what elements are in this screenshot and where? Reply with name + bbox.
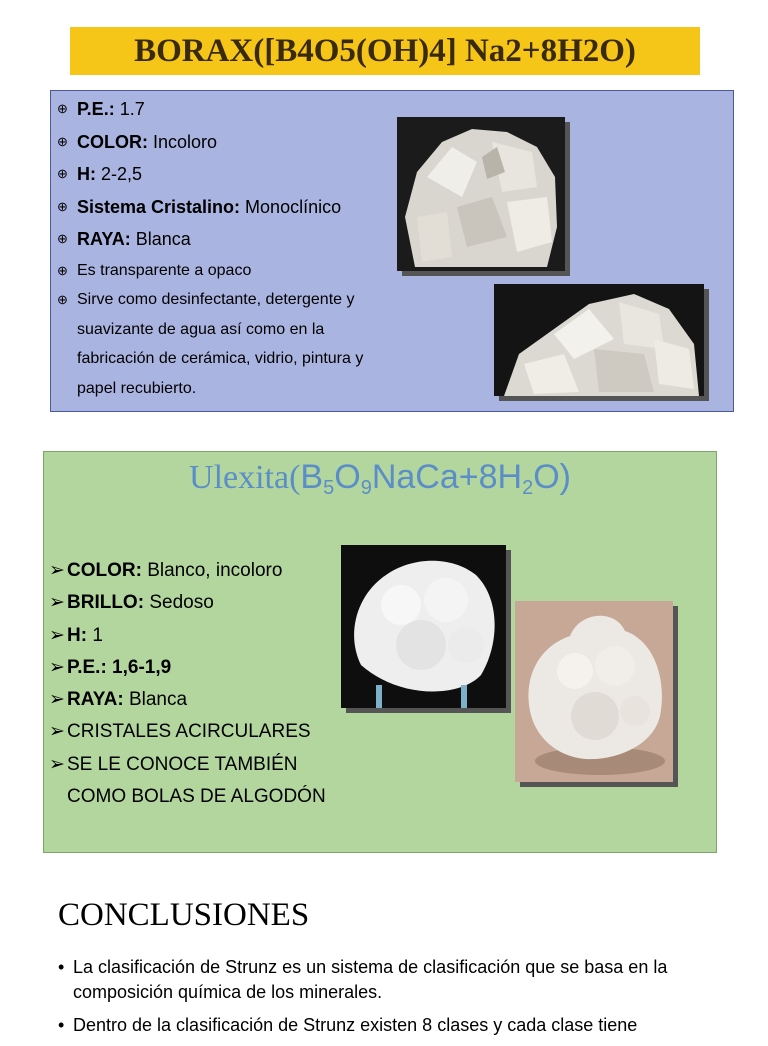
ulexita-photo-2 <box>515 601 673 782</box>
list-item: • Dentro de la clasificación de Strunz existen 8 clases y cada clase tiene <box>58 1013 748 1038</box>
borax-photo-1 <box>397 117 565 271</box>
circled-plus-icon: ⊕ <box>57 198 68 214</box>
circled-plus-icon: ⊕ <box>57 231 68 246</box>
ulexita-panel <box>43 451 717 853</box>
circled-plus-icon: ⊕ <box>57 101 68 116</box>
arrowhead-icon: ➢ <box>49 656 65 678</box>
list-item: ➢ P.E.: 1,6-1,9 <box>49 652 326 684</box>
list-item: ⊕ H: 2-2,5 <box>55 158 377 191</box>
list-item: ⊕ Sirve como desinfectante, detergente y suavizante de agua así como en la fabricación de cerámica, vidrio, pintura y papel recubierto. <box>55 285 377 403</box>
arrowhead-icon: ➢ <box>49 560 65 581</box>
arrowhead-icon: ➢ <box>49 624 65 646</box>
borax-panel <box>50 90 734 412</box>
list-item: ⊕ P.E.: 1.7 <box>55 93 377 126</box>
list-item: ➢ RAYA: Blanca <box>49 684 326 716</box>
list-item: ⊕ RAYA: Blanca <box>55 223 377 256</box>
conclusiones-list <box>58 955 748 1046</box>
arrowhead-icon: ➢ <box>49 753 65 775</box>
conclusiones-title: CONCLUSIONES <box>58 897 310 933</box>
arrowhead-icon: ➢ <box>49 689 65 711</box>
list-item: ⊕ Sistema Cristalino: Monoclínico <box>55 191 377 224</box>
borax-photo-2 <box>494 284 704 396</box>
ulexita-title: $Ulexita(B_5O_9NaCa+8H_2O)$ <box>189 458 571 499</box>
borax-title: BORAX([B4O5(OH)4] Na2+8H2O) <box>134 33 636 69</box>
ulexita-properties <box>49 555 326 813</box>
circled-plus-icon: ⊕ <box>57 166 68 181</box>
list-item: ➢ SE LE CONOCE TAMBIÉN <box>49 749 326 781</box>
circled-plus-icon: ⊕ <box>57 133 68 149</box>
arrowhead-icon: ➢ <box>49 721 65 743</box>
ulexita-photo-1 <box>341 545 506 708</box>
borax-title-bar <box>70 27 700 75</box>
bullet-dot-icon: • <box>58 1015 65 1035</box>
bullet-dot-icon: • <box>58 957 65 977</box>
arrowhead-icon: ➢ <box>49 592 65 614</box>
circled-plus-icon: ⊕ <box>57 292 68 307</box>
list-item: ➢ H: 1 <box>49 620 326 652</box>
list-item: ⊕ COLOR: Incoloro <box>55 126 377 159</box>
list-item: COMO BOLAS DE ALGODÓN <box>67 786 326 808</box>
list-item: ➢ BRILLO: Sedoso <box>49 587 326 619</box>
borax-properties <box>55 93 377 403</box>
list-item: ⊕ Es transparente a opaco <box>55 256 377 286</box>
circled-plus-icon: ⊕ <box>57 262 68 278</box>
list-item: • La clasificación de Strunz es un sistema de clasificación que se basa en la composición química de los minerales. <box>58 957 668 1002</box>
list-item: ➢ COLOR: Blanco, incoloro <box>49 555 326 587</box>
list-item: ➢ CRISTALES ACIRCULARES <box>49 716 326 748</box>
